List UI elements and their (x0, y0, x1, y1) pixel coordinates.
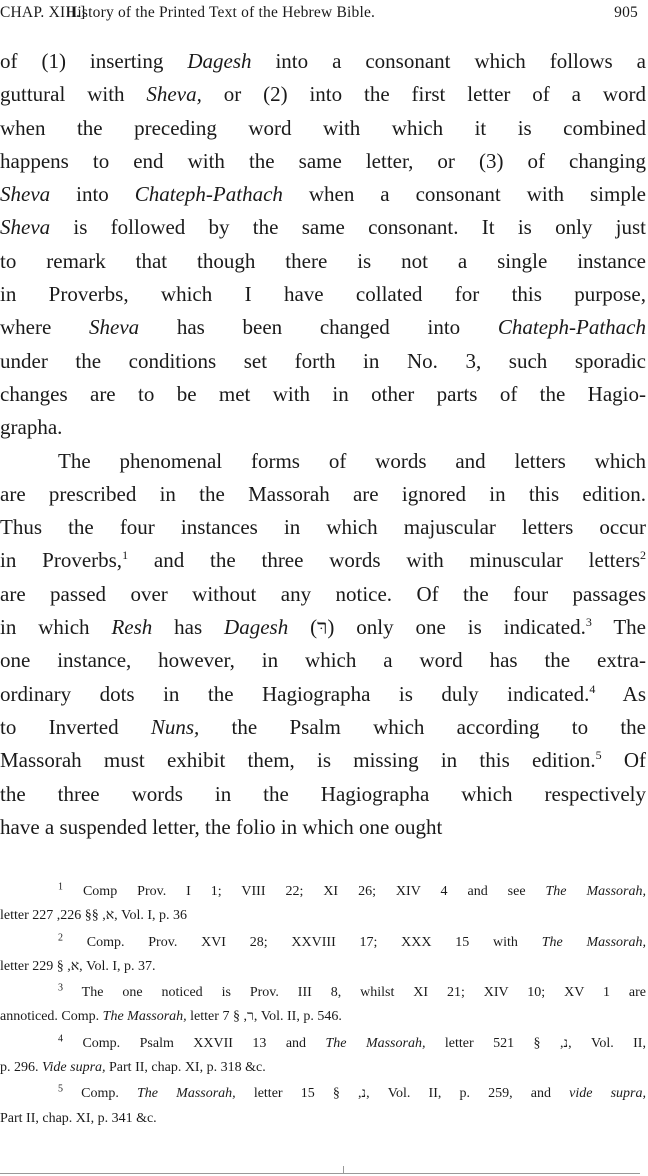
text-line: have a suspended letter, the folio in which one ought (0, 814, 443, 839)
footnote-mark: 1 (58, 881, 63, 893)
footnote-line: annoticed. Comp. The Massorah, letter ר, § 7, Vol. II, p. 546. (0, 1009, 342, 1025)
text-line: when the preceding word with which it is combined (0, 115, 646, 140)
footnote-line: letter א, §§ 226, 227, Vol. I, p. 36 (0, 908, 188, 924)
text-line: where Sheva has been changed into Chateph-Pathach (0, 315, 646, 340)
paragraph-1 (0, 45, 646, 445)
footnote-line: $^4$ Comp. Psalm XXVII 13 and The Massorah, letter נ, § 521, Vol. II, (58, 1033, 646, 1051)
chapter-label: CHAP. XIII.] (0, 4, 86, 21)
footnote-line: p. 296. Vide supra, Part II, chap. XI, p. 318 &c. (0, 1060, 266, 1076)
text-line: in Proverbs,$^1$ and the three words with minuscular letters$^2$ (0, 548, 646, 573)
footnote-line: $^5$ Comp. The Massorah, letter נ, § 15, Vol. II, p. 259, and vide supra, (58, 1083, 646, 1102)
footnote (0, 1032, 646, 1081)
footnote-mark: 3 (58, 982, 63, 994)
text-line: changes are to be met with in other parts of the Hagio- (0, 381, 646, 406)
bottom-tick (343, 1166, 344, 1174)
text-line: are passed over without any notice. Of the four passages (0, 581, 646, 606)
text-line: under the conditions set forth in No. 3, such sporadic (0, 348, 646, 373)
footnote (0, 931, 646, 980)
text-line: ordinary dots in the Hagiographa is duly indicated.$^4$ As (0, 681, 646, 706)
main-text (0, 45, 646, 844)
footnote-mark: 5 (58, 1083, 63, 1095)
text-line: Thus the four instances in which majuscular letters occur (0, 515, 646, 540)
text-line: to remark that though there is not a single instance (0, 248, 646, 273)
text-line: to Inverted Nuns, the Psalm which according to the (0, 714, 646, 739)
text-line: in Proverbs, which I have collated for this purpose, (0, 282, 646, 307)
footnote-line: $^2$ Comp. Prov. XVI 28; XXVIII 17; XXX 15 with The Massorah, (58, 931, 646, 950)
page-number: 905 (614, 4, 638, 21)
footnote-line: letter א, § 229, Vol. I, p. 37. (0, 958, 156, 974)
text-line: guttural with Sheva, or (2) into the first letter of a word (0, 82, 646, 107)
footnotes (0, 880, 646, 1133)
bottom-rule (0, 1173, 640, 1174)
footnote (0, 880, 646, 929)
footnote-line: $^3$ The one noticed is Prov. III 8, whilst XI 21; XIV 10; XV 1 are (58, 982, 646, 1001)
text-line: Sheva is followed by the same consonant. It is only just (0, 215, 646, 240)
text-line: Sheva into Chateph-Pathach when a consonant with simple (0, 182, 646, 207)
text-line: in which Resh has Dagesh (רּ) only one is indicated.$^3$ The (0, 615, 646, 640)
footnote-mark: 2 (58, 931, 63, 943)
footnote-line: Part II, chap. XI, p. 341 &c. (0, 1110, 157, 1126)
footnote (0, 981, 646, 1030)
paragraph-2 (0, 445, 646, 845)
running-header (0, 4, 640, 26)
text-line: happens to end with the same letter, or (3) of changing (0, 148, 646, 173)
text-line: Massorah must exhibit them, is missing in this edition.$^5$ Of (0, 748, 646, 773)
footnote-mark: 4 (58, 1033, 63, 1045)
running-title: History of the Printed Text of the Hebrew Bible. (66, 4, 376, 21)
footnote-line: $^1$ Comp Prov. I 1; VIII 22; XI 26; XIV 4 and see The Massorah, (58, 881, 646, 899)
text-line: grapha. (0, 415, 63, 440)
text-line: The phenomenal forms of words and letters which (58, 448, 646, 473)
text-line: are prescribed in the Massorah are ignored in this edition. (0, 481, 646, 506)
footnote (0, 1082, 646, 1131)
text-line: one instance, however, in which a word has the extra- (0, 648, 646, 673)
text-line: the three words in the Hagiographa which respectively (0, 781, 646, 806)
text-line: of (1) inserting Dagesh into a consonant which follows a (0, 49, 646, 73)
